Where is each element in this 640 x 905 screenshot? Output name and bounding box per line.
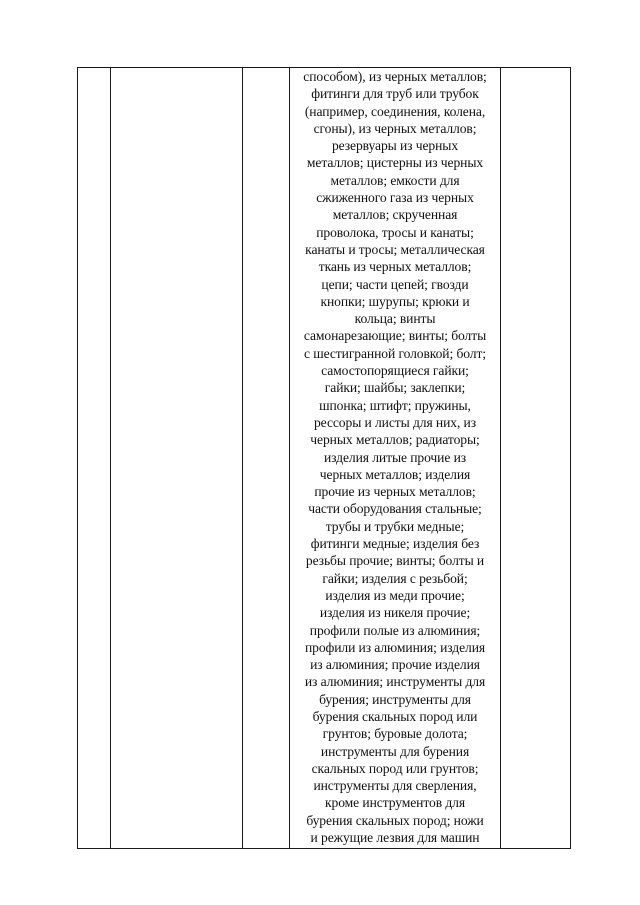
description-line: бурения скальных пород или xyxy=(312,708,478,724)
description-text xyxy=(290,68,500,846)
description-line: бурения; инструменты для xyxy=(319,691,471,707)
description-line: грунтов; буровые долота; xyxy=(322,726,468,742)
description-line: самонарезающие; винты; болты xyxy=(303,328,487,344)
description-line: изделия литые прочие из xyxy=(323,449,467,465)
description-line: металлов; емкости для xyxy=(330,172,460,188)
description-line: гайки; изделия с резьбой; xyxy=(322,570,468,586)
description-line: профили полые из алюминия; xyxy=(309,622,481,638)
description-line: металлов; цистерны из черных xyxy=(306,155,484,171)
table-cell-col3 xyxy=(243,68,290,849)
table-cell-col1 xyxy=(78,68,111,849)
description-line: профили из алюминия; изделия xyxy=(304,639,486,655)
description-line: сжиженного газа из черных xyxy=(316,190,474,206)
description-line: скальных пород или грунтов; xyxy=(311,760,479,776)
table-cell-col2 xyxy=(111,68,243,849)
description-line: резьбы прочие; винты; болты и xyxy=(305,553,485,569)
description-line: прочие из черных металлов; xyxy=(314,484,476,500)
description-line: и режущие лезвия для машин xyxy=(310,830,480,846)
description-line: самостопорящиеся гайки; xyxy=(321,363,469,379)
description-line: кнопки; шурупы; крюки и xyxy=(320,293,470,309)
table-row xyxy=(78,68,571,849)
description-line: инструменты для бурения xyxy=(320,743,470,759)
description-line: металлов; скрученная xyxy=(332,207,458,223)
description-line: цепи; части цепей; гвозди xyxy=(321,276,469,292)
description-line: способом), из черных металлов; xyxy=(303,69,487,84)
description-line: канаты и тросы; металлическая xyxy=(305,241,485,257)
description-line: части оборудования стальные; xyxy=(308,501,482,517)
table-cell-description xyxy=(290,68,501,849)
description-line: ткань из черных металлов; xyxy=(318,259,472,275)
description-line: резервуары из черных xyxy=(331,138,459,154)
description-line: изделия из меди прочие; xyxy=(325,587,465,603)
description-line: шпонка; штифт; пружины, xyxy=(319,397,471,413)
document-table xyxy=(77,67,571,849)
table-cell-col5 xyxy=(501,68,571,849)
description-line: из алюминия; прочие изделия xyxy=(310,657,480,673)
description-line: проволока, тросы и канаты; xyxy=(316,224,474,240)
description-line: (например, соединения, колена, xyxy=(304,103,486,119)
description-line: рессоры и листы для них, из xyxy=(313,414,477,430)
description-line: черных металлов; радиаторы; xyxy=(310,432,480,448)
description-line: трубы и трубки медные; xyxy=(325,518,465,534)
description-line: из алюминия; инструменты для xyxy=(304,674,486,690)
description-line: кольца; винты xyxy=(354,311,436,327)
description-line: черных металлов; изделия xyxy=(319,466,471,482)
description-line: гайки; шайбы; заклепки; xyxy=(324,380,466,396)
description-line: инструменты для сверления, xyxy=(313,778,477,794)
description-line: фитинги для труб или трубок xyxy=(311,86,479,102)
description-line: фитинги медные; изделия без xyxy=(310,536,480,552)
description-line: кроме инструментов для xyxy=(325,795,465,811)
description-line: сгоны), из черных металлов; xyxy=(313,120,477,136)
description-line: бурения скальных пород; ножи xyxy=(306,812,484,828)
description-line: изделия из никеля прочие; xyxy=(319,605,471,621)
description-line: с шестигранной головкой; болт; xyxy=(304,345,486,361)
